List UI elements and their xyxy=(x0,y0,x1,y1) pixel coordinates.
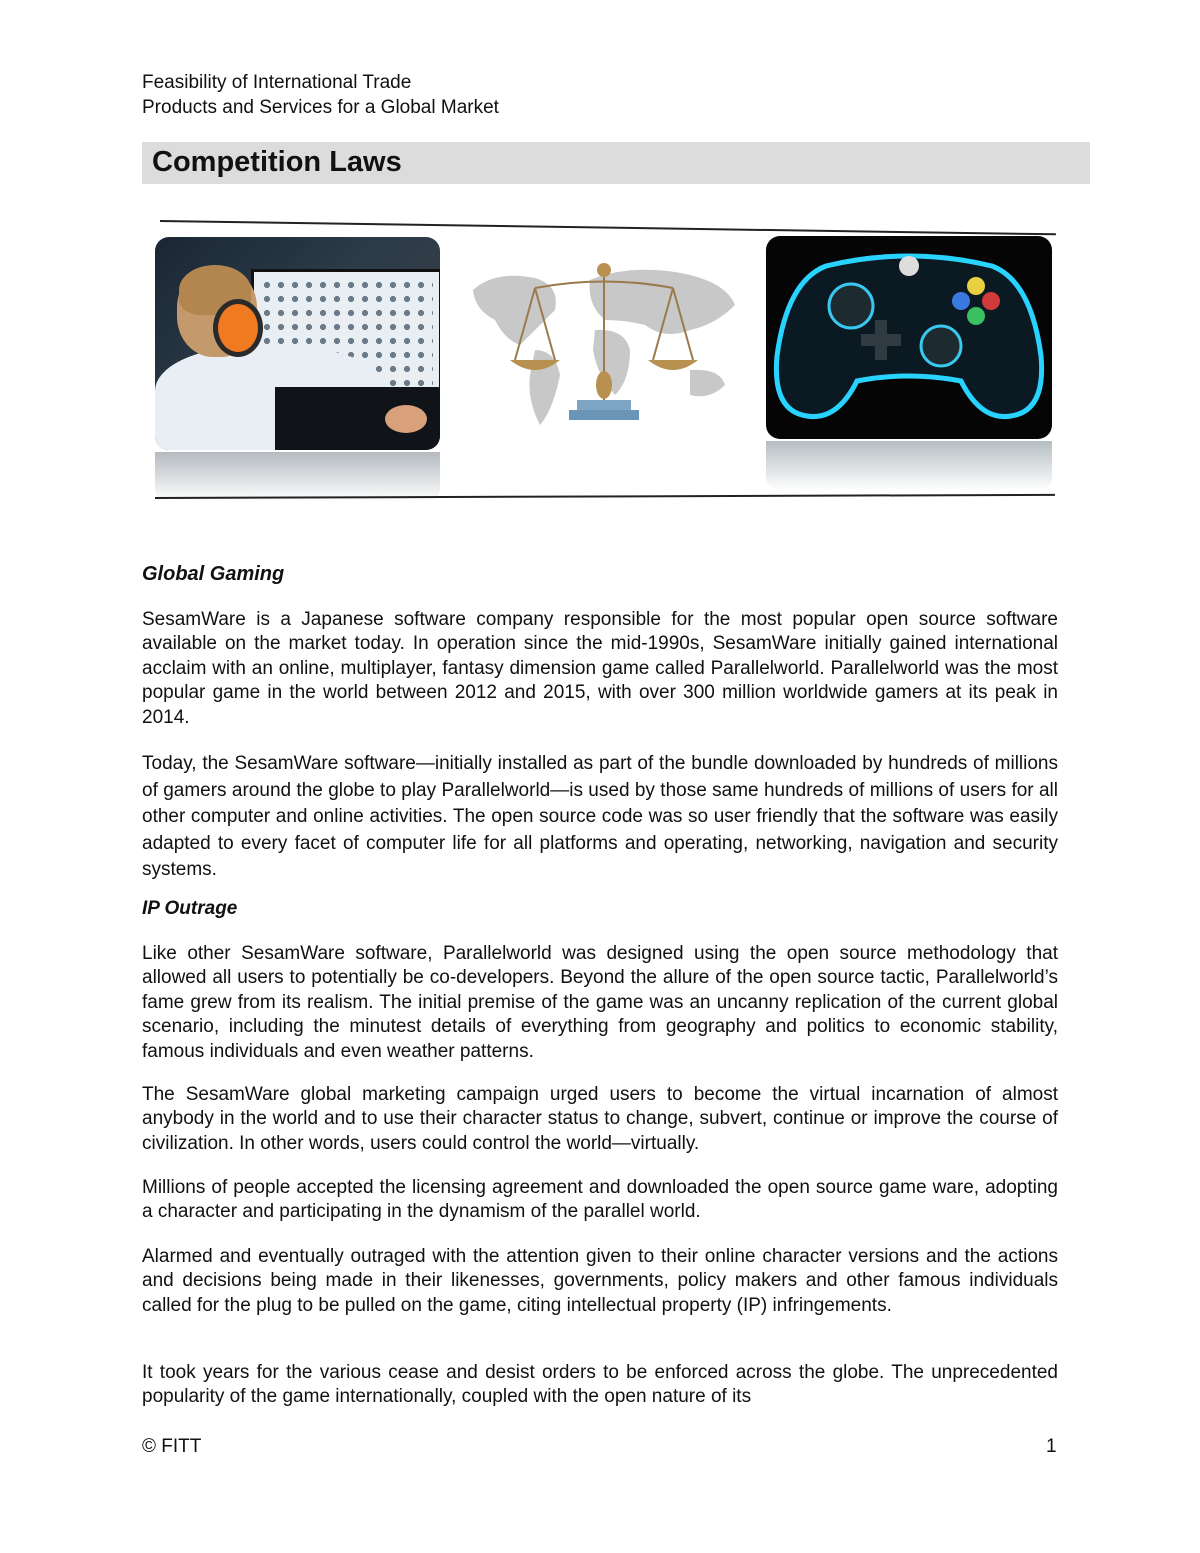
paragraph: Alarmed and eventually outraged with the attention given to their online character versions and the actions and decisions being made in their likenesses, governments, policy makers and other famous individuals called for the plug to be pulled on the game, citing intellectual property (IP) infringements. xyxy=(142,1246,1058,1316)
page-title: Competition Laws xyxy=(152,146,402,178)
running-header-line-2: Products and Services for a Global Market xyxy=(142,97,499,118)
paragraph: Like other SesamWare software, Parallelworld was designed using the open source methodology that allowed all users to potentially be co-developers. Beyond the allure of the open source tactic, Parallelworld’s fame grew from its realism. The initial premise of the game was an uncanny replication of the current global scenario, including the minutest details of everything from geography and politics to economic stability, famous individuals and even weather patterns. xyxy=(142,943,1058,1062)
title-banner xyxy=(142,142,1090,184)
section-heading-global-gaming: Global Gaming xyxy=(142,563,285,585)
running-header-line-1: Feasibility of International Trade xyxy=(142,72,412,93)
footer-copyright: © FITT xyxy=(142,1436,202,1457)
top-divider-line xyxy=(160,220,1056,235)
image-reflection-right xyxy=(766,441,1052,491)
paragraph: It took years for the various cease and desist orders to be enforced across the globe. The unprecedented popularity of the game internationally, coupled with the open nature of its xyxy=(142,1362,1058,1408)
gamer-at-computer-image xyxy=(155,237,440,450)
paragraph: Millions of people accepted the licensing agreement and downloaded the open source game ware, adopting a character and participating in the dynamism of the parallel world. xyxy=(142,1177,1058,1223)
game-controller-image xyxy=(766,236,1052,439)
paragraph: SesamWare is a Japanese software company responsible for the most popular open source software available on the market today. In operation since the mid-1990s, SesamWare initially gained international acclaim with an online, multiplayer, fantasy dimension game called Parallelworld. Parallelworld was the most popular game in the world between 2012 and 2015, with over 300 million worldwide gamers at its peak in 2014. xyxy=(142,609,1058,728)
controller-graphic xyxy=(766,236,1052,439)
paragraph: Today, the SesamWare software—initially installed as part of the bundle downloaded by hundreds of millions of gamers around the globe to play Parallelworld—is used by those same hundreds of millions of users for all other computer and online activities. The open source code was so user friendly that the software was easily adapted to every facet of computer life for all platforms and operating, networking, navigation and security systems. xyxy=(142,753,1058,881)
image-reflection-left xyxy=(155,452,440,502)
scales-world-map-graphic xyxy=(465,250,743,440)
scales-of-justice-image xyxy=(465,250,743,440)
section-heading-ip-outrage: IP Outrage xyxy=(142,898,238,919)
paragraph: The SesamWare global marketing campaign urged users to become the virtual incarnation of almost anybody in the world and to use their character status to change, subvert, continue or improve the course of civilization. In other words, users could control the world—virtually. xyxy=(142,1084,1058,1154)
headphones-graphic xyxy=(213,299,263,357)
footer-page-number: 1 xyxy=(1046,1436,1057,1457)
hand-graphic xyxy=(385,405,427,433)
